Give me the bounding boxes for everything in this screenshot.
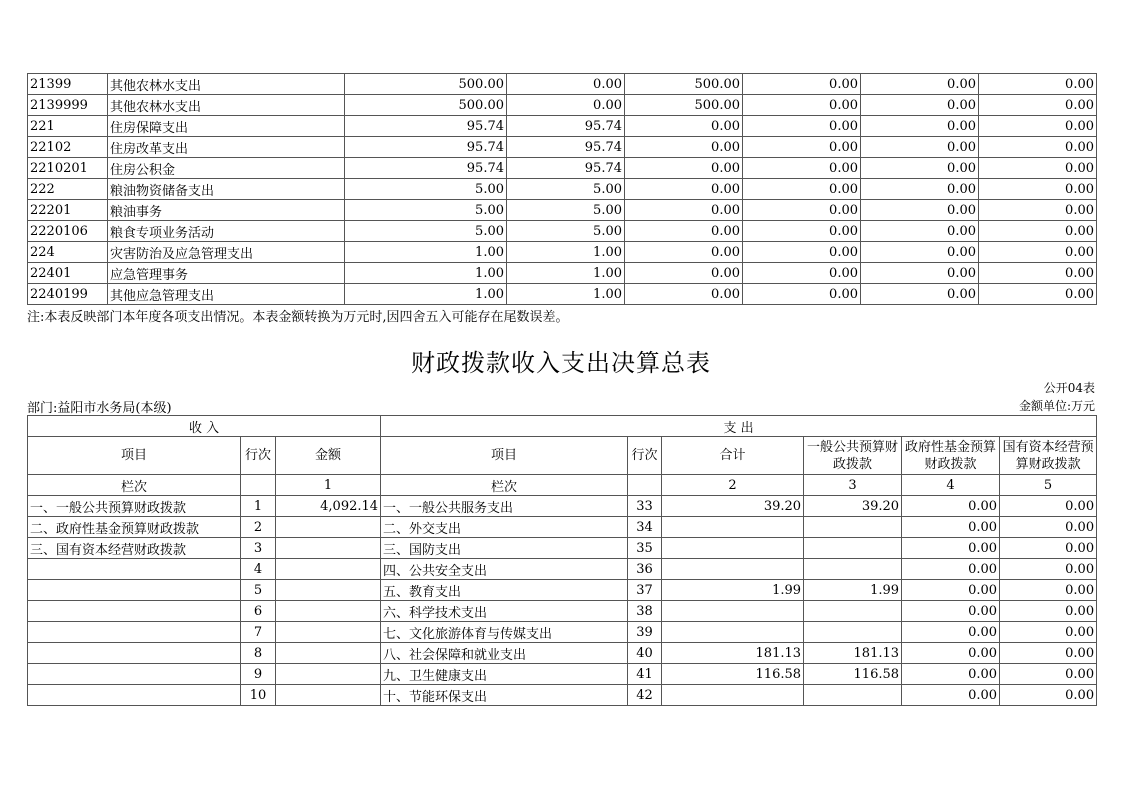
cell-in-item: 一、一般公共预算财政拨款 xyxy=(28,496,241,517)
table-note: 注:本表反映部门本年度各项支出情况。本表金额转换为万元时,因四舍五入可能存在尾数误差。 xyxy=(27,310,569,325)
cell-name: 粮油事务 xyxy=(108,200,345,221)
cell-v3: 500.00 xyxy=(625,74,743,95)
cell-cap: 0.00 xyxy=(1000,538,1097,559)
cell-v3: 0.00 xyxy=(625,137,743,158)
cell-fund: 0.00 xyxy=(902,643,1000,664)
cell-ex-line: 38 xyxy=(628,601,662,622)
cell-v1: 5.00 xyxy=(345,179,507,200)
cell-ex-item: 二、外交支出 xyxy=(381,517,628,538)
cell-in-item xyxy=(28,559,241,580)
cell-fund: 0.00 xyxy=(902,580,1000,601)
cell-v4: 0.00 xyxy=(743,242,861,263)
cell-in-amt xyxy=(276,517,381,538)
expense-col-label: 栏次 xyxy=(381,475,628,496)
cell-v6: 0.00 xyxy=(979,158,1097,179)
table-row xyxy=(28,664,1097,685)
col-index-5: 5 xyxy=(1000,475,1097,496)
cell-v1: 95.74 xyxy=(345,116,507,137)
cell-in-item xyxy=(28,685,241,706)
cell-v1: 5.00 xyxy=(345,200,507,221)
cell-in-amt xyxy=(276,664,381,685)
cell-in-item: 三、国有资本经营财政拨款 xyxy=(28,538,241,559)
cell-v4: 0.00 xyxy=(743,284,861,305)
cell-code: 2139999 xyxy=(28,95,108,116)
cell-v3: 0.00 xyxy=(625,158,743,179)
cell-ex-line: 33 xyxy=(628,496,662,517)
col-index-3: 3 xyxy=(804,475,902,496)
cell-in-amt xyxy=(276,622,381,643)
cell-ex-item: 十、节能环保支出 xyxy=(381,685,628,706)
cell-v3: 0.00 xyxy=(625,179,743,200)
cell-cap: 0.00 xyxy=(1000,601,1097,622)
cell-v6: 0.00 xyxy=(979,284,1097,305)
cell-v3: 0.00 xyxy=(625,221,743,242)
cell-code: 21399 xyxy=(28,74,108,95)
income-col-label: 栏次 xyxy=(28,475,241,496)
cell-code: 2220106 xyxy=(28,221,108,242)
cell-v4: 0.00 xyxy=(743,137,861,158)
cell-v2: 5.00 xyxy=(507,221,625,242)
cell-ex-line: 37 xyxy=(628,580,662,601)
cell-fund: 0.00 xyxy=(902,622,1000,643)
cell-name: 灾害防治及应急管理支出 xyxy=(108,242,345,263)
cell-v1: 95.74 xyxy=(345,137,507,158)
cell-name: 其他应急管理支出 xyxy=(108,284,345,305)
form-number: 公开04表 xyxy=(1043,381,1095,395)
cell-in-line: 8 xyxy=(241,643,276,664)
cell-name: 住房保障支出 xyxy=(108,116,345,137)
cell-fund: 0.00 xyxy=(902,517,1000,538)
table-row xyxy=(28,601,1097,622)
cell-cap: 0.00 xyxy=(1000,643,1097,664)
cell-v5: 0.00 xyxy=(861,158,979,179)
cell-v4: 0.00 xyxy=(743,74,861,95)
cell-v5: 0.00 xyxy=(861,116,979,137)
cell-total xyxy=(662,559,804,580)
cell-ex-item: 一、一般公共服务支出 xyxy=(381,496,628,517)
cell-ex-line: 41 xyxy=(628,664,662,685)
cell-gen: 116.58 xyxy=(804,664,902,685)
cell-ex-item: 四、公共安全支出 xyxy=(381,559,628,580)
income-header: 收 入 xyxy=(28,416,381,437)
cell-v4: 0.00 xyxy=(743,200,861,221)
cell-total: 1.99 xyxy=(662,580,804,601)
cell-v4: 0.00 xyxy=(743,221,861,242)
cell-total xyxy=(662,685,804,706)
cell-v2: 1.00 xyxy=(507,263,625,284)
cell-gen xyxy=(804,559,902,580)
cell-ex-item: 六、科学技术支出 xyxy=(381,601,628,622)
cell-total xyxy=(662,601,804,622)
cell-v5: 0.00 xyxy=(861,221,979,242)
total-header: 合计 xyxy=(662,437,804,475)
cell-v1: 500.00 xyxy=(345,95,507,116)
cell-v4: 0.00 xyxy=(743,179,861,200)
table-row xyxy=(28,622,1097,643)
cell-in-amt xyxy=(276,643,381,664)
cell-v6: 0.00 xyxy=(979,179,1097,200)
cell-v2: 95.74 xyxy=(507,137,625,158)
cell-cap: 0.00 xyxy=(1000,580,1097,601)
cell-total xyxy=(662,517,804,538)
state-capital-header: 国有资本经营预算财政拨款 xyxy=(1000,437,1097,475)
table-row xyxy=(28,137,1097,158)
expense-line-header: 行次 xyxy=(628,437,662,475)
cell-name: 其他农林水支出 xyxy=(108,74,345,95)
cell-in-amt xyxy=(276,538,381,559)
cell-in-amt xyxy=(276,580,381,601)
cell-in-line: 7 xyxy=(241,622,276,643)
cell-ex-item: 八、社会保障和就业支出 xyxy=(381,643,628,664)
gov-fund-header: 政府性基金预算财政拨款 xyxy=(902,437,1000,475)
cell-in-line: 5 xyxy=(241,580,276,601)
cell-in-item xyxy=(28,643,241,664)
table-row xyxy=(28,116,1097,137)
cell-v6: 0.00 xyxy=(979,74,1097,95)
cell-v3: 0.00 xyxy=(625,263,743,284)
cell-v6: 0.00 xyxy=(979,200,1097,221)
cell-v5: 0.00 xyxy=(861,284,979,305)
cell-v4: 0.00 xyxy=(743,158,861,179)
cell-fund: 0.00 xyxy=(902,601,1000,622)
expenditure-detail-table xyxy=(27,73,1097,305)
cell-v5: 0.00 xyxy=(861,74,979,95)
cell-cap: 0.00 xyxy=(1000,622,1097,643)
cell-gen: 181.13 xyxy=(804,643,902,664)
table-row xyxy=(28,517,1097,538)
cell-in-amt xyxy=(276,559,381,580)
cell-cap: 0.00 xyxy=(1000,559,1097,580)
table-row xyxy=(28,74,1097,95)
cell-v6: 0.00 xyxy=(979,242,1097,263)
cell-fund: 0.00 xyxy=(902,538,1000,559)
cell-fund: 0.00 xyxy=(902,496,1000,517)
cell-v5: 0.00 xyxy=(861,200,979,221)
cell-v6: 0.00 xyxy=(979,137,1097,158)
cell-name: 粮食专项业务活动 xyxy=(108,221,345,242)
table-row xyxy=(28,158,1097,179)
table-row xyxy=(28,95,1097,116)
cell-ex-item: 九、卫生健康支出 xyxy=(381,664,628,685)
cell-total: 116.58 xyxy=(662,664,804,685)
cell-gen: 39.20 xyxy=(804,496,902,517)
cell-v2: 5.00 xyxy=(507,179,625,200)
cell-v4: 0.00 xyxy=(743,263,861,284)
cell-code: 22201 xyxy=(28,200,108,221)
table-row xyxy=(28,179,1097,200)
cell-in-item: 二、政府性基金预算财政拨款 xyxy=(28,517,241,538)
cell-code: 224 xyxy=(28,242,108,263)
table-row xyxy=(28,263,1097,284)
cell-name: 粮油物资储备支出 xyxy=(108,179,345,200)
cell-cap: 0.00 xyxy=(1000,496,1097,517)
cell-v6: 0.00 xyxy=(979,221,1097,242)
cell-code: 221 xyxy=(28,116,108,137)
expenditure-detail-body xyxy=(28,74,1097,305)
header-row-2 xyxy=(28,437,1097,475)
cell-code: 2210201 xyxy=(28,158,108,179)
cell-v1: 1.00 xyxy=(345,263,507,284)
cell-gen xyxy=(804,517,902,538)
cell-ex-item: 五、教育支出 xyxy=(381,580,628,601)
cell-v2: 0.00 xyxy=(507,74,625,95)
cell-fund: 0.00 xyxy=(902,664,1000,685)
cell-v4: 0.00 xyxy=(743,95,861,116)
fiscal-summary-table xyxy=(27,415,1097,706)
cell-v6: 0.00 xyxy=(979,116,1097,137)
cell-fund: 0.00 xyxy=(902,559,1000,580)
department-label: 部门:益阳市水务局(本级) xyxy=(27,401,172,416)
cell-ex-item: 三、国防支出 xyxy=(381,538,628,559)
cell-total xyxy=(662,622,804,643)
cell-cap: 0.00 xyxy=(1000,685,1097,706)
cell-v5: 0.00 xyxy=(861,263,979,284)
cell-v2: 5.00 xyxy=(507,200,625,221)
cell-in-line: 9 xyxy=(241,664,276,685)
cell-v1: 1.00 xyxy=(345,284,507,305)
cell-in-item xyxy=(28,580,241,601)
cell-v3: 0.00 xyxy=(625,242,743,263)
table-row xyxy=(28,221,1097,242)
table-row xyxy=(28,538,1097,559)
table-row xyxy=(28,496,1097,517)
income-item-header: 项目 xyxy=(28,437,241,475)
expense-header: 支 出 xyxy=(381,416,1097,437)
cell-v2: 0.00 xyxy=(507,95,625,116)
cell-v1: 5.00 xyxy=(345,221,507,242)
cell-v3: 0.00 xyxy=(625,116,743,137)
cell-cap: 0.00 xyxy=(1000,517,1097,538)
cell-in-line: 1 xyxy=(241,496,276,517)
cell-gen xyxy=(804,601,902,622)
cell-ex-line: 40 xyxy=(628,643,662,664)
cell-v2: 1.00 xyxy=(507,242,625,263)
cell-in-line: 3 xyxy=(241,538,276,559)
cell-v3: 0.00 xyxy=(625,200,743,221)
cell-in-line: 4 xyxy=(241,559,276,580)
expense-item-header: 项目 xyxy=(381,437,628,475)
cell-in-item xyxy=(28,622,241,643)
table-row xyxy=(28,580,1097,601)
cell-total: 39.20 xyxy=(662,496,804,517)
cell-name: 其他农林水支出 xyxy=(108,95,345,116)
cell-v5: 0.00 xyxy=(861,179,979,200)
cell-v1: 500.00 xyxy=(345,74,507,95)
cell-ex-line: 36 xyxy=(628,559,662,580)
cell-gen xyxy=(804,622,902,643)
column-index-row xyxy=(28,475,1097,496)
col-index-4: 4 xyxy=(902,475,1000,496)
cell-total xyxy=(662,538,804,559)
income-amount-header: 金额 xyxy=(276,437,381,475)
cell-v6: 0.00 xyxy=(979,95,1097,116)
cell-v4: 0.00 xyxy=(743,116,861,137)
table-row xyxy=(28,242,1097,263)
cell-v5: 0.00 xyxy=(861,95,979,116)
cell-ex-line: 34 xyxy=(628,517,662,538)
header-row-1 xyxy=(28,416,1097,437)
cell-v3: 500.00 xyxy=(625,95,743,116)
cell-in-item xyxy=(28,664,241,685)
cell-v3: 0.00 xyxy=(625,284,743,305)
table-row xyxy=(28,685,1097,706)
unit-label: 金额单位:万元 xyxy=(1018,399,1095,413)
page-title: 财政拨款收入支出决算总表 xyxy=(411,349,711,377)
cell-in-line: 10 xyxy=(241,685,276,706)
cell-total: 181.13 xyxy=(662,643,804,664)
cell-v1: 1.00 xyxy=(345,242,507,263)
cell-name: 住房改革支出 xyxy=(108,137,345,158)
general-budget-header: 一般公共预算财政拨款 xyxy=(804,437,902,475)
table-row xyxy=(28,284,1097,305)
cell-v2: 1.00 xyxy=(507,284,625,305)
cell-code: 222 xyxy=(28,179,108,200)
cell-v2: 95.74 xyxy=(507,116,625,137)
col-index-2: 2 xyxy=(662,475,804,496)
cell-in-amt xyxy=(276,601,381,622)
cell-v1: 95.74 xyxy=(345,158,507,179)
income-line-header: 行次 xyxy=(241,437,276,475)
cell-name: 住房公积金 xyxy=(108,158,345,179)
cell-in-item xyxy=(28,601,241,622)
table-row xyxy=(28,200,1097,221)
cell-gen xyxy=(804,538,902,559)
empty-cell xyxy=(241,475,276,496)
cell-cap: 0.00 xyxy=(1000,664,1097,685)
cell-in-amt: 4,092.14 xyxy=(276,496,381,517)
cell-ex-line: 42 xyxy=(628,685,662,706)
col-index-1: 1 xyxy=(276,475,381,496)
table-row xyxy=(28,559,1097,580)
fiscal-summary-body xyxy=(28,416,1097,706)
cell-name: 应急管理事务 xyxy=(108,263,345,284)
cell-code: 22102 xyxy=(28,137,108,158)
cell-in-line: 2 xyxy=(241,517,276,538)
cell-v5: 0.00 xyxy=(861,242,979,263)
cell-v6: 0.00 xyxy=(979,263,1097,284)
cell-gen: 1.99 xyxy=(804,580,902,601)
cell-code: 2240199 xyxy=(28,284,108,305)
cell-code: 22401 xyxy=(28,263,108,284)
empty-cell xyxy=(628,475,662,496)
cell-in-line: 6 xyxy=(241,601,276,622)
cell-fund: 0.00 xyxy=(902,685,1000,706)
cell-v2: 95.74 xyxy=(507,158,625,179)
cell-ex-item: 七、文化旅游体育与传媒支出 xyxy=(381,622,628,643)
cell-v5: 0.00 xyxy=(861,137,979,158)
cell-in-amt xyxy=(276,685,381,706)
cell-ex-line: 39 xyxy=(628,622,662,643)
cell-ex-line: 35 xyxy=(628,538,662,559)
cell-gen xyxy=(804,685,902,706)
table-row xyxy=(28,643,1097,664)
